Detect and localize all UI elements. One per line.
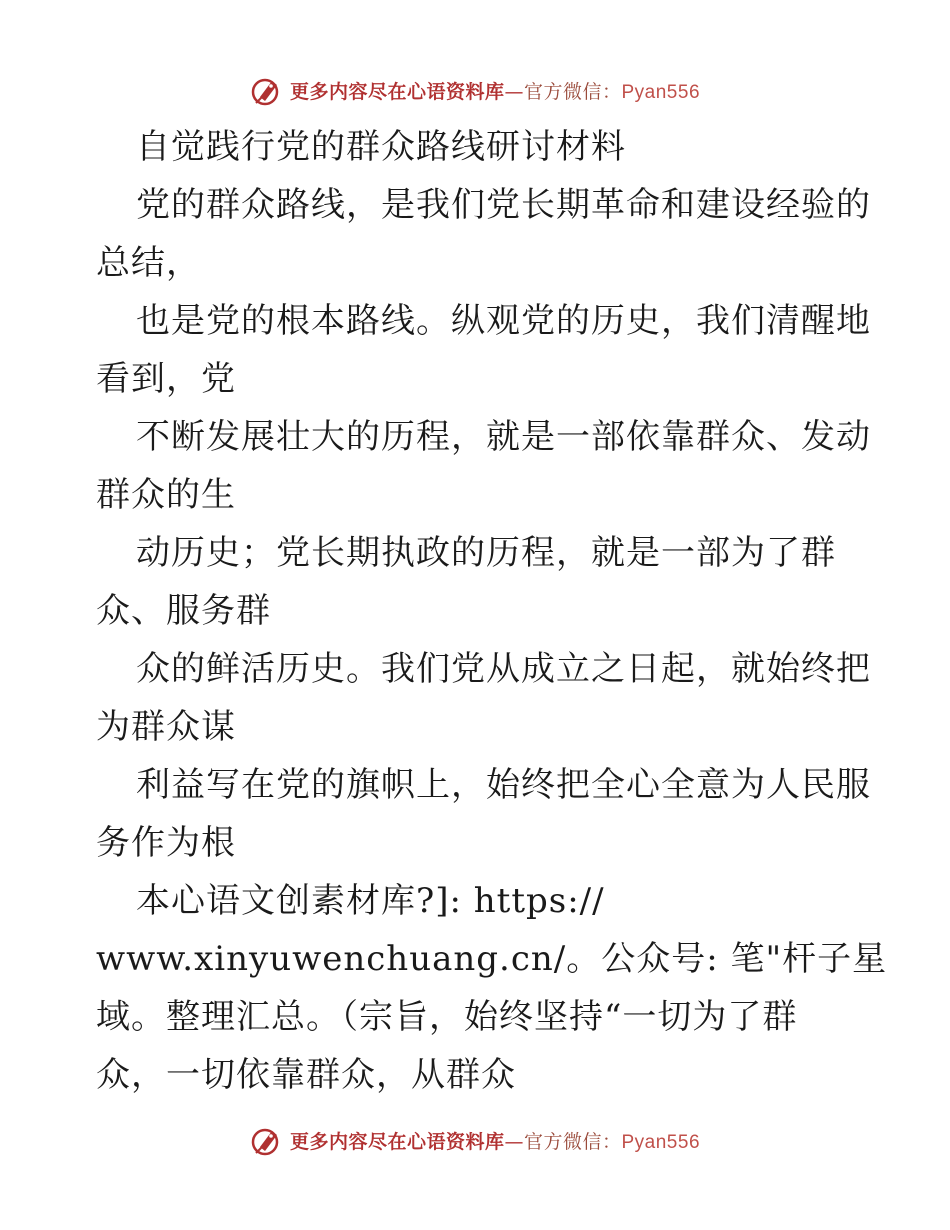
text-line: 总结，: [96, 243, 201, 283]
footer-banner: [0, 1120, 950, 1160]
header-brand-text: 更多内容尽在心语资料库: [289, 80, 505, 103]
text-line: 看到，党: [96, 359, 236, 399]
text-line: 众，一切依靠群众，从群众: [96, 1055, 516, 1095]
footer-official-label: 官方微信：: [523, 1130, 622, 1153]
text-line: 也是党的根本路线。纵观党的历史，我们清醒地: [136, 301, 871, 341]
footer-wechat-id: Pyan556: [621, 1131, 701, 1153]
pen-nib-logo-icon: [250, 73, 284, 107]
text-line: 群众的生: [96, 475, 236, 515]
text-line: 众的鲜活历史。我们党从成立之日起，就始终把: [136, 649, 871, 689]
text-line: 务作为根: [96, 823, 236, 863]
header-official-label: 官方微信：: [523, 80, 622, 103]
footer-banner-text: [290, 1127, 700, 1154]
text-line: 不断发展壮大的历程，就是一部依靠群众、发动: [136, 417, 871, 457]
text-line: www.xinyuwenchuang.cn/。公众号: 笔"杆子星: [96, 939, 888, 979]
header-banner: [0, 70, 950, 110]
text-line: 动历史；党长期执政的历程，就是一部为了群: [136, 533, 836, 573]
text-line: 众、服务群: [96, 591, 271, 631]
header-dash: —: [504, 80, 524, 103]
pen-nib-logo-icon: [250, 1123, 284, 1157]
header-banner-text: [290, 77, 700, 104]
document-title: 自觉践行党的群众路线研讨材料: [136, 127, 626, 167]
text-line: 本心语文创素材库?]: https://: [136, 881, 605, 921]
text-line: 利益写在党的旗帜上，始终把全心全意为人民服: [136, 765, 871, 805]
text-line: 域。整理汇总。（宗旨，始终坚持“一切为了群: [96, 997, 798, 1037]
document-body: [96, 118, 888, 1104]
header-wechat-id: Pyan556: [621, 81, 701, 103]
text-line: 党的群众路线，是我们党长期革命和建设经验的: [136, 185, 871, 225]
text-line: 为群众谋: [96, 707, 236, 747]
footer-dash: —: [504, 1130, 524, 1153]
footer-brand-text: 更多内容尽在心语资料库: [289, 1130, 505, 1153]
